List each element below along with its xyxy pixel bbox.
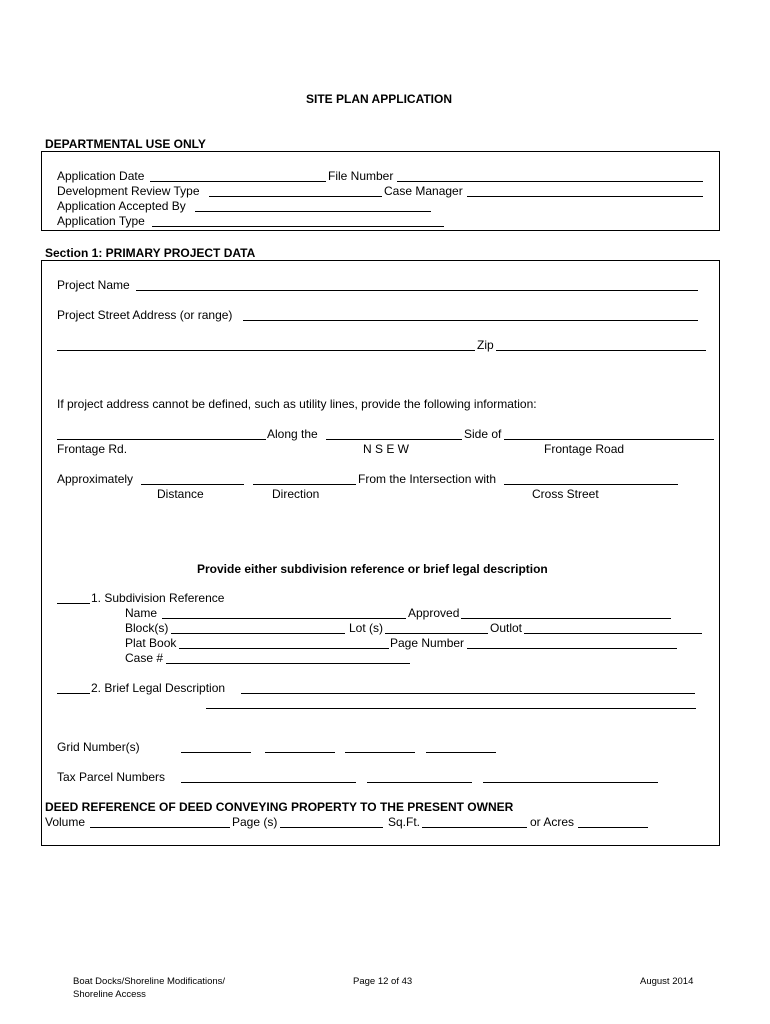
or-acres-label: or Acres	[530, 815, 575, 829]
sqft-field[interactable]	[422, 827, 527, 828]
zip-field[interactable]	[496, 350, 706, 351]
grid-number-field-1[interactable]	[181, 752, 251, 753]
frontage-rd-caption: Frontage Rd.	[57, 442, 128, 456]
dev-review-type-label: Development Review Type	[57, 184, 200, 198]
cross-street-caption: Cross Street	[532, 487, 599, 501]
approved-label: Approved	[408, 606, 460, 620]
grid-number-field-4[interactable]	[426, 752, 496, 753]
footer-page-number: Page 12 of 43	[353, 976, 413, 987]
file-number-field[interactable]	[397, 181, 703, 182]
frontage-road-caption: Frontage Road	[544, 442, 625, 456]
cross-street-field[interactable]	[504, 484, 678, 485]
grid-number-field-2[interactable]	[265, 752, 335, 753]
tax-parcel-field-1[interactable]	[181, 782, 356, 783]
volume-field[interactable]	[90, 827, 230, 828]
application-date-field[interactable]	[150, 181, 326, 182]
case-no-label: Case #	[125, 651, 164, 665]
footer-left-line2: Shoreline Access	[73, 989, 146, 1000]
subdivision-reference-label: 1. Subdivision Reference	[91, 591, 225, 605]
plat-book-field[interactable]	[179, 648, 389, 649]
side-of-label: Side of	[464, 427, 502, 441]
case-manager-label: Case Manager	[384, 184, 463, 198]
zip-label: Zip	[477, 338, 494, 352]
lots-field[interactable]	[385, 633, 488, 634]
brief-legal-field[interactable]	[241, 693, 695, 694]
street-address-field[interactable]	[243, 320, 698, 321]
blocks-label: Block(s)	[125, 621, 169, 635]
section1-heading: Section 1: PRIMARY PROJECT DATA	[45, 246, 256, 260]
lots-label: Lot (s)	[349, 621, 384, 635]
direction-caption: Direction	[272, 487, 320, 501]
blocks-field[interactable]	[171, 633, 345, 634]
dev-review-type-field[interactable]	[209, 196, 382, 197]
pages-label: Page (s)	[232, 815, 278, 829]
approved-field[interactable]	[461, 618, 671, 619]
project-name-label: Project Name	[57, 278, 130, 292]
undefined-address-note: If project address cannot be defined, such as utility lines, provide the following information:	[57, 397, 537, 411]
tax-parcel-field-3[interactable]	[483, 782, 658, 783]
application-date-label: Application Date	[57, 169, 145, 183]
nsew-field[interactable]	[326, 439, 462, 440]
from-intersection-label: From the Intersection with	[358, 472, 497, 486]
address-line2-field[interactable]	[57, 350, 475, 351]
direction-field[interactable]	[253, 484, 356, 485]
approximately-label: Approximately	[57, 472, 134, 486]
plat-book-label: Plat Book	[125, 636, 177, 650]
tax-parcel-label: Tax Parcel Numbers	[57, 770, 166, 784]
application-type-field[interactable]	[152, 226, 444, 227]
grid-numbers-label: Grid Number(s)	[57, 740, 140, 754]
street-address-label: Project Street Address (or range)	[57, 308, 233, 322]
accepted-by-label: Application Accepted By	[57, 199, 186, 213]
distance-caption: Distance	[157, 487, 204, 501]
along-the-label: Along the	[267, 427, 318, 441]
page-title: SITE PLAN APPLICATION	[306, 92, 453, 106]
distance-field[interactable]	[141, 484, 244, 485]
sub-name-label: Name	[125, 606, 158, 620]
dept-heading: DEPARTMENTAL USE ONLY	[45, 137, 206, 151]
project-name-field[interactable]	[136, 290, 698, 291]
outlot-label: Outlot	[490, 621, 523, 635]
application-type-label: Application Type	[57, 214, 145, 228]
case-no-field[interactable]	[166, 663, 410, 664]
acres-field[interactable]	[578, 827, 648, 828]
page-number-label: Page Number	[390, 636, 465, 650]
page-number-field[interactable]	[467, 648, 677, 649]
footer-date: August 2014	[640, 976, 694, 987]
outlot-field[interactable]	[524, 633, 702, 634]
sub-name-field[interactable]	[162, 618, 406, 619]
grid-number-field-3[interactable]	[345, 752, 415, 753]
nsew-caption: N S E W	[363, 442, 410, 456]
tax-parcel-field-2[interactable]	[367, 782, 472, 783]
volume-label: Volume	[45, 815, 86, 829]
section1-box	[41, 260, 720, 846]
brief-legal-check-field[interactable]	[57, 693, 90, 694]
footer-left-line1: Boat Docks/Shoreline Modifications/	[73, 976, 226, 987]
subdivision-check-field[interactable]	[57, 603, 90, 604]
brief-legal-label: 2. Brief Legal Description	[91, 681, 226, 695]
pages-field[interactable]	[280, 827, 383, 828]
sqft-label: Sq.Ft.	[388, 815, 421, 829]
legal-heading: Provide either subdivision reference or brief legal description	[197, 562, 548, 576]
file-number-label: File Number	[328, 169, 394, 183]
case-manager-field[interactable]	[467, 196, 703, 197]
brief-legal-field-2[interactable]	[206, 708, 696, 709]
accepted-by-field[interactable]	[195, 211, 431, 212]
deed-heading: DEED REFERENCE OF DEED CONVEYING PROPERTY TO THE PRESENT OWNER	[45, 800, 514, 814]
frontage-rd-field[interactable]	[57, 439, 266, 440]
frontage-road-field[interactable]	[504, 439, 714, 440]
